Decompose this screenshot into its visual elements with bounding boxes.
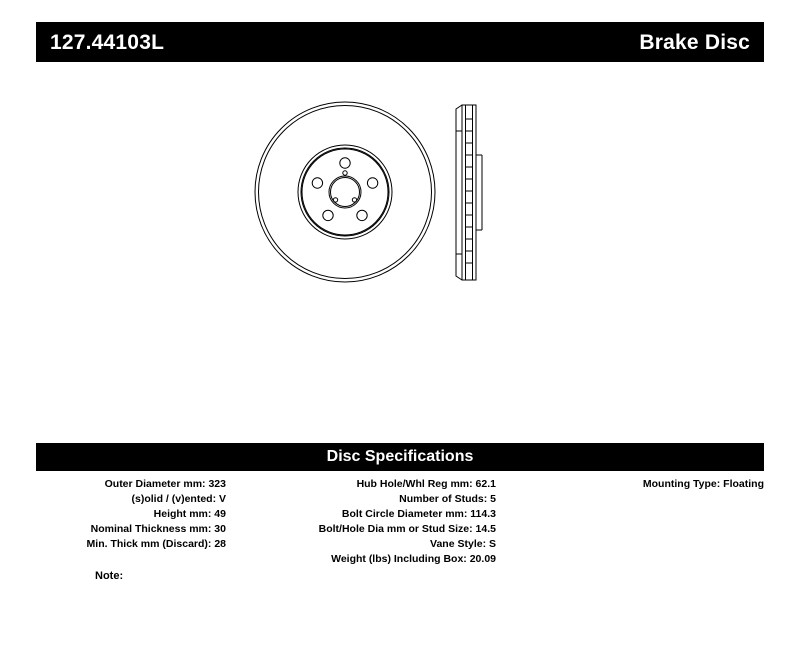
specs-column-middle (246, 477, 496, 567)
specs-title-bar (36, 443, 764, 471)
specs-title: Disc Specifications (326, 448, 474, 465)
spec-item: Min. Thick mm (Discard): 28 (86, 538, 226, 550)
spec-item: Nominal Thickness mm: 30 (90, 523, 226, 535)
note-field (95, 570, 123, 582)
spec-item: Bolt Circle Diameter mm: 114.3 (341, 508, 496, 520)
product-drawing (250, 95, 560, 290)
header-bar (36, 22, 764, 62)
specs-column-left (36, 477, 226, 552)
rotor-edge-view (456, 105, 482, 280)
spec-item: Weight (lbs) Including Box: 20.09 (331, 553, 496, 565)
rotor-face-view (255, 102, 435, 282)
spec-item: Outer Diameter mm: 323 (104, 478, 226, 490)
spec-item: Number of Studs: 5 (399, 493, 496, 505)
spec-item: Bolt/Hole Dia mm or Stud Size: 14.5 (318, 523, 496, 535)
spec-item: Hub Hole/Whl Reg mm: 62.1 (356, 478, 496, 490)
product-type: Brake Disc (639, 30, 750, 54)
spec-item: Vane Style: S (430, 538, 496, 550)
part-number: 127.44103L (50, 30, 165, 54)
spec-item: (s)olid / (v)ented: V (131, 493, 226, 505)
note-label: Note: (95, 570, 124, 582)
spec-item: Height mm: 49 (153, 508, 226, 520)
spec-item: Mounting Type: Floating (642, 478, 764, 490)
specs-column-right (536, 477, 764, 492)
